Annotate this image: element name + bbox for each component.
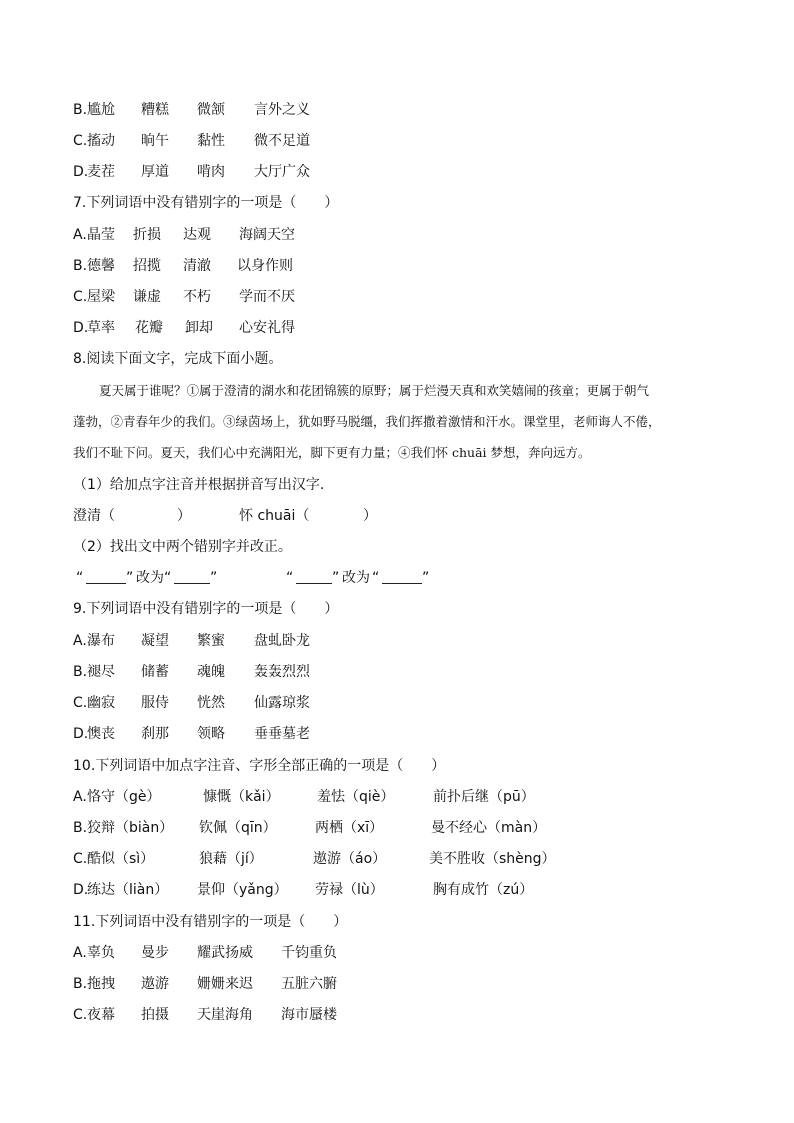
- answer-blank[interactable]: [174, 569, 210, 584]
- q8-sub1-a-label: 澄清（: [73, 508, 115, 524]
- q8-sub1-b-label: 怀 chuāi（: [239, 508, 310, 524]
- answer-blank[interactable]: [86, 569, 126, 584]
- answer-blank[interactable]: [296, 569, 332, 584]
- answer-blank[interactable]: [382, 569, 422, 584]
- q8-passage-line-1: 夏天属于谁呢？①属于澄清的湖水和花团锦簇的原野；属于烂漫天真和欢笑嬉闹的孩童；更属于朝气: [99, 383, 650, 398]
- q8-sub1: （1）给加点字注音并根据拼音写出汉字.: [73, 477, 325, 493]
- q11-stem: 11.下列词语中没有错别字的一项是（ ）: [73, 914, 348, 930]
- q8-stem: 8.阅读下面文字，完成下面小题。: [73, 351, 283, 367]
- q10-stem: 10.下列词语中加点字注音、字形全部正确的一项是（ ）: [73, 758, 446, 774]
- q8-sub2: （2）找出文中两个错别字并改正。: [73, 539, 292, 555]
- q8-passage-line-2: 蓬勃，②青春年少的我们。③绿茵场上，犹如野马脱缰，我们挥撒着激情和汗水。课堂里，老师诲人不倦，: [73, 414, 661, 429]
- q7-stem: 7.下列词语中没有错别字的一项是（ ）: [73, 195, 339, 211]
- q9-stem: 9.下列词语中没有错别字的一项是（ ）: [73, 601, 339, 617]
- q8-passage-line-3: 我们不耻下问。夏天，我们心中充满阳光，脚下更有力量；④我们怀 chuāi 梦想，奔向远方。: [73, 445, 591, 460]
- document-page: B. 尴尬 糟糕 微颔 言外之义 C. 搐动 晌午 黏性 微不足道 D. 麦茬 厚道 啃肉 大厅广众 7.下列词语中没有错别字的一项是（ ） A. 晶莹 折损 达观 海阔天空 B. 德馨 招揽 清澈 以身作则 C. 屋梁 谦虚 不朽 学而不厌 D. 草率 花瓣 卸却 心安礼得 8.阅读下面文字，完成下面小题。 夏天属于谁呢？①属于澄清的湖水和花团锦簇的原野；属于烂漫天真和欢笑嬉闹的孩童；更属于朝气 蓬勃，②青春年少的我们。③绿茵场上，犹如野马脱缰，我们挥撒着激情和汗水。课堂里，老师诲人不倦， 我们不耻下问。夏天，我们心中充满阳光，脚下更有力量；④我们怀 chuāi 梦想，奔向远方。 （1）给加点字注音并根据拼音写出汉字. 澄清（ ） 怀 chuāi（ ） （2）找出文中两个错别字并改正。 “ ” 改为 “ ” “ ” 改为 “ ” 9.下列词语中没有错别字的一项是（ ） A. 瀑布 凝望 繁蜜 盘虬卧龙 B. 褪尽 储蓄 魂魄 轰轰烈烈 C. 幽寂 服侍 恍然 仙露琼浆 D. 懊丧 刹那 领略 垂垂墓老 10.下列词语中加点字注音、字形全部正确的一项是（ ） A. 恪守（gè） 慷慨（kǎi） 羞怯（qiè） 前扑后继（pū） B. 狡辩（biàn） 钦佩（qīn） 两栖（xī） 曼不经心（màn） C. 酷似（sì） 狼藉（jí） 遨游（áo） 美不胜收（shèng） D. 练达（liàn） 景仰（yǎng） 劳禄（lù） 胸有成竹（zú） 11.下列词语中没有错别字的一项是（ ） A. 辜负 曼步 耀武扬威 千钧重负 B. 拖拽 遨游 姗姗来迟 五脏六腑 C. 夜幕 拍摄 天崖海角 海市蜃楼: [73, 102, 661, 1023]
